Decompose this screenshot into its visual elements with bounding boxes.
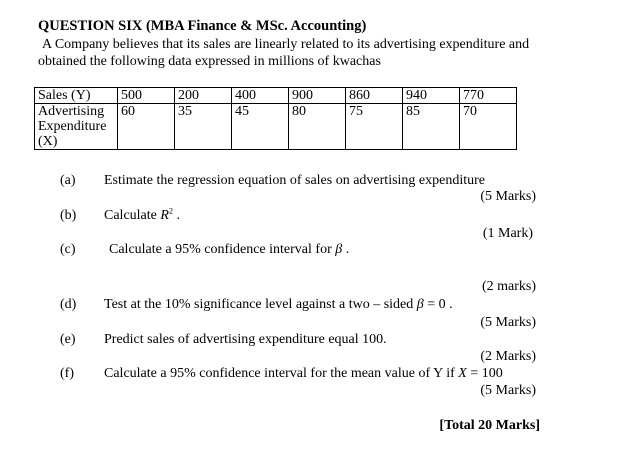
marks-c: (2 marks) — [481, 279, 536, 294]
table-cell: 45 — [232, 104, 289, 150]
question-label: (c) — [60, 242, 76, 257]
question-text: Predict sales of advertising expenditure equal 100. — [104, 332, 387, 347]
row-header-advertising — [35, 104, 118, 150]
math-superscript: 2 — [168, 206, 173, 216]
row-header-line: Expenditure — [38, 119, 107, 134]
table-cell: 500 — [118, 88, 175, 104]
question-intro — [38, 36, 598, 70]
text-part: = 100 — [466, 366, 503, 381]
math-symbol: β — [416, 297, 424, 312]
table-cell: 400 — [232, 88, 289, 104]
question-label: (b) — [60, 208, 77, 223]
text-part: Calculate a 95% confidence interval for the mean value of Y if — [104, 366, 459, 381]
math-symbol: β — [335, 242, 343, 257]
table-cell: 35 — [175, 104, 232, 150]
text-part: Calculate a 95% confidence interval for — [109, 242, 336, 257]
question-text — [104, 297, 453, 313]
data-table — [34, 87, 517, 150]
text-part: Test at the 10% significance level against a two – sided — [104, 297, 417, 312]
total-marks: [Total 20 Marks] — [439, 418, 540, 433]
text-part: . — [342, 242, 350, 257]
math-symbol: X — [458, 366, 467, 381]
table-cell: 80 — [289, 104, 346, 150]
marks-b: (1 Mark) — [482, 226, 533, 241]
intro-line-1: A Company believes that its sales are linearly related to its advertising expenditure and — [42, 37, 530, 52]
text-part: = 0 . — [423, 297, 453, 312]
marks-e: (2 Marks) — [480, 349, 536, 364]
marks-d: (5 Marks) — [480, 315, 536, 330]
question-text: Estimate the regression equation of sales on advertising expenditure — [104, 173, 486, 188]
table-cell: 200 — [175, 88, 232, 104]
table-row-sales — [35, 88, 517, 104]
table-cell: 70 — [460, 104, 517, 150]
table-cell: 85 — [403, 104, 460, 150]
math-symbol: R — [160, 208, 169, 223]
table-cell: 60 — [118, 104, 175, 150]
table-cell: 900 — [289, 88, 346, 104]
question-label: (a) — [60, 173, 76, 188]
question-label: (d) — [60, 297, 77, 312]
question-text — [104, 208, 180, 224]
table-cell: 770 — [460, 88, 517, 104]
row-header-sales: Sales (Y) — [35, 88, 118, 104]
marks-f: (5 Marks) — [480, 383, 536, 398]
question-title: QUESTION SIX (MBA Finance & MSc. Accounting) — [38, 18, 367, 34]
question-text — [104, 366, 503, 382]
question-label: (f) — [60, 366, 74, 381]
intro-line-2: obtained the following data expressed in millions of kwachas — [38, 54, 381, 69]
row-header-line: (X) — [38, 134, 58, 149]
text-part: Calculate — [104, 208, 161, 223]
question-label: (e) — [60, 332, 76, 347]
table-cell: 940 — [403, 88, 460, 104]
question-text — [109, 242, 349, 258]
text-part: . — [172, 208, 180, 223]
row-header-line: Advertising — [38, 104, 105, 119]
table-row-advertising — [35, 104, 517, 150]
table-cell: 75 — [346, 104, 403, 150]
marks-a: (5 Marks) — [480, 189, 536, 204]
table-cell: 860 — [346, 88, 403, 104]
